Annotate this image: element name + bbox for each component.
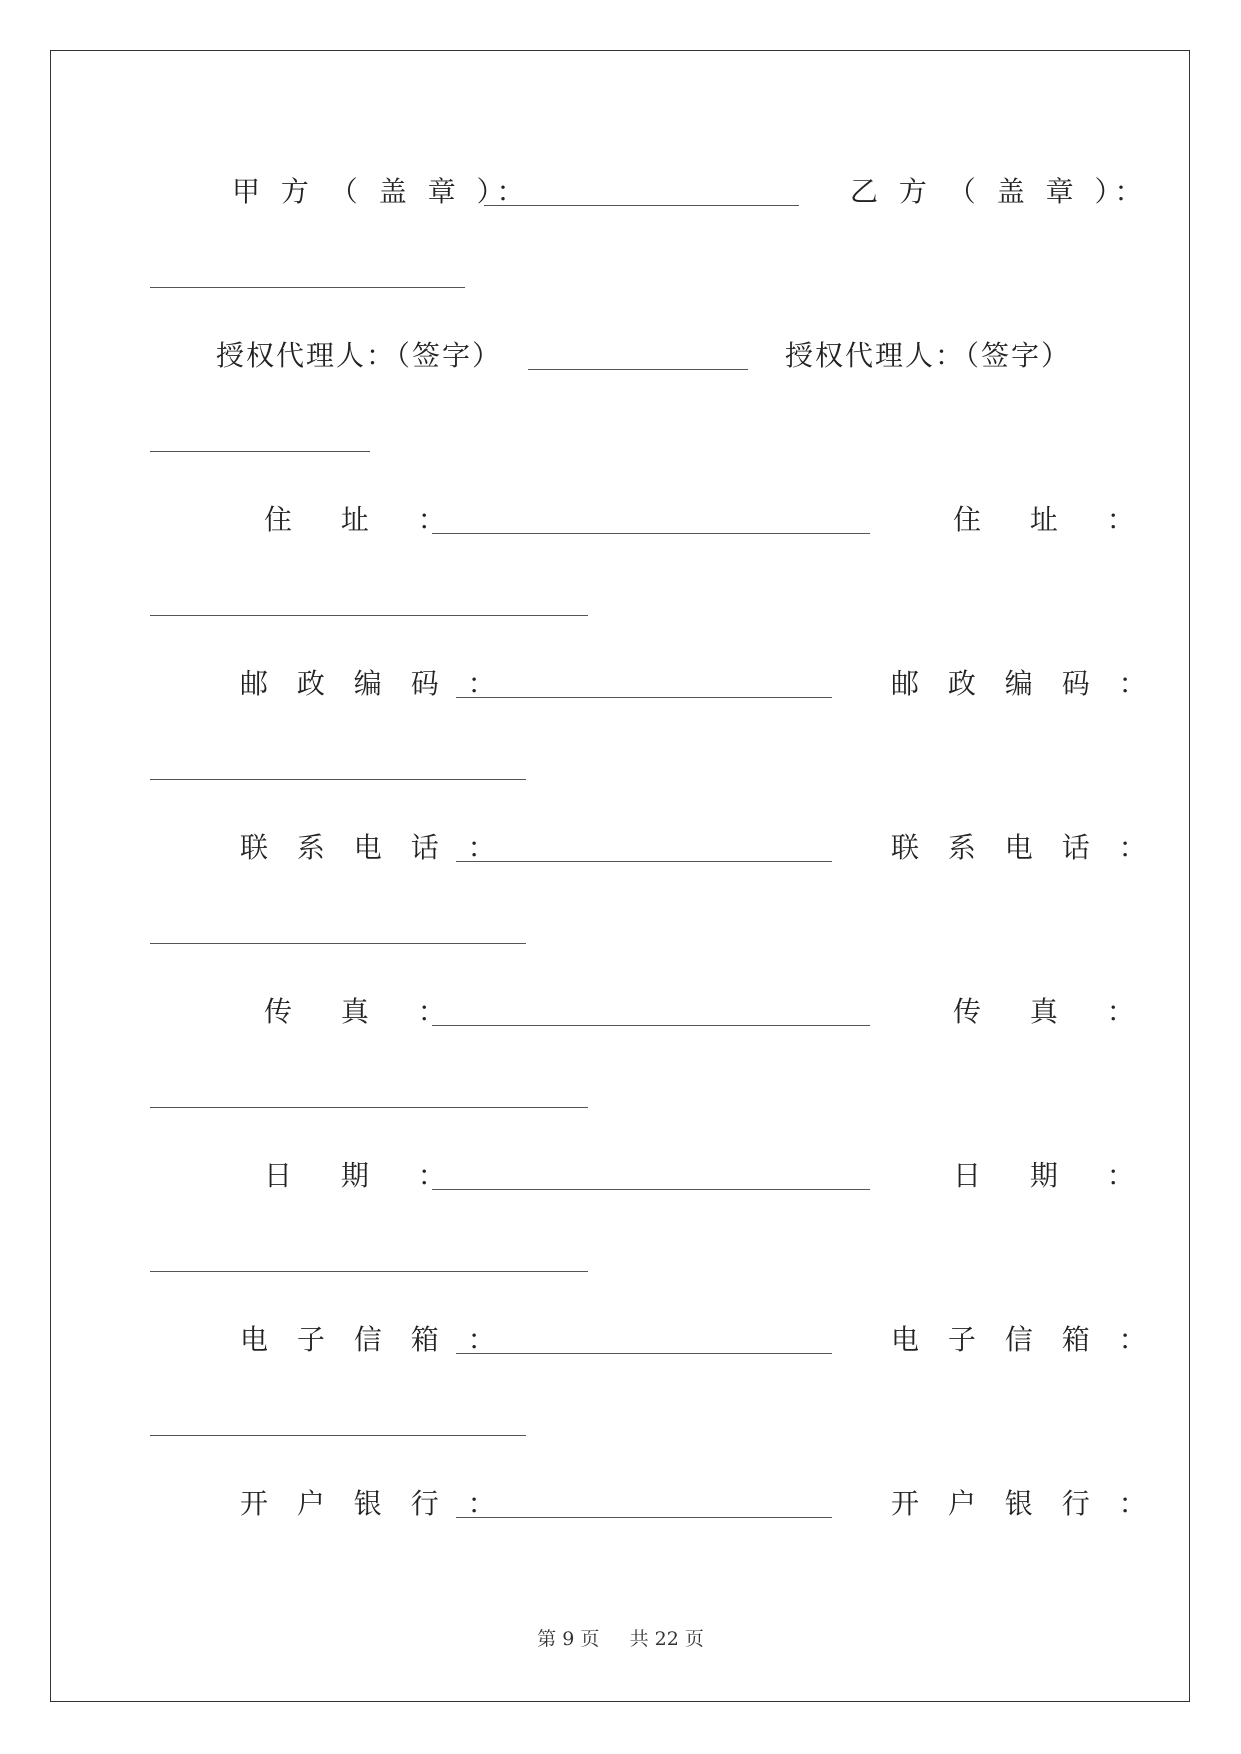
party-b-seal-label: 乙 方 （ 盖 章 ）： (850, 175, 1149, 208)
party-b-address-blank[interactable] (150, 615, 588, 616)
party-b-seal-blank[interactable] (150, 287, 465, 288)
party-b-email-label: 电 子 信 箱 ： (891, 1323, 1157, 1356)
party-b-bank-label: 开 户 银 行 ： (891, 1487, 1157, 1520)
party-a-email-label: 电 子 信 箱 ： (240, 1323, 506, 1356)
party-a-date-blank[interactable] (432, 1189, 870, 1190)
party-a-address-label: 住 址 ： (264, 503, 466, 536)
party-a-phone-label: 联 系 电 话 ： (240, 831, 506, 864)
party-a-agent-label: 授权代理人：（签字） (216, 339, 503, 372)
party-a-bank-label: 开 户 银 行 ： (240, 1487, 506, 1520)
footer-total-suffix: 页 (684, 1628, 704, 1650)
party-a-agent-blank[interactable] (528, 369, 748, 370)
party-a-fax-label: 传 真 ： (264, 995, 466, 1028)
party-a-address-blank[interactable] (432, 533, 870, 534)
party-b-postal-code-blank[interactable] (150, 779, 526, 780)
footer-total-pages: 22 (654, 1628, 679, 1650)
party-a-email-blank[interactable] (456, 1353, 832, 1354)
party-a-phone-blank[interactable] (456, 861, 832, 862)
party-b-email-blank[interactable] (150, 1435, 526, 1436)
party-b-phone-blank[interactable] (150, 943, 526, 944)
page-frame (50, 50, 1190, 1702)
party-b-date-blank[interactable] (150, 1271, 588, 1272)
party-a-postal-code-blank[interactable] (456, 697, 832, 698)
party-b-postal-code-label: 邮 政 编 码 ： (891, 667, 1157, 700)
party-b-agent-label: 授权代理人：（签字） (785, 339, 1072, 372)
party-b-fax-label: 传 真 ： (953, 995, 1155, 1028)
party-a-date-label: 日 期 ： (264, 1159, 466, 1192)
footer-page-prefix: 第 (537, 1628, 557, 1650)
footer-page-suffix: 页 (580, 1628, 600, 1650)
party-b-fax-blank[interactable] (150, 1107, 588, 1108)
party-a-seal-label: 甲 方 （ 盖 章 ）： (232, 175, 531, 208)
party-b-address-label: 住 址 ： (953, 503, 1155, 536)
footer-page-number: 9 (562, 1628, 575, 1650)
party-b-agent-blank[interactable] (150, 451, 370, 452)
party-a-bank-blank[interactable] (456, 1517, 832, 1518)
footer-total-prefix: 共 (629, 1628, 649, 1650)
party-a-seal-blank[interactable] (484, 205, 799, 206)
page-footer (0, 1628, 1241, 1650)
party-a-fax-blank[interactable] (432, 1025, 870, 1026)
party-b-phone-label: 联 系 电 话 ： (891, 831, 1157, 864)
party-a-postal-code-label: 邮 政 编 码 ： (240, 667, 506, 700)
party-b-date-label: 日 期 ： (953, 1159, 1155, 1192)
